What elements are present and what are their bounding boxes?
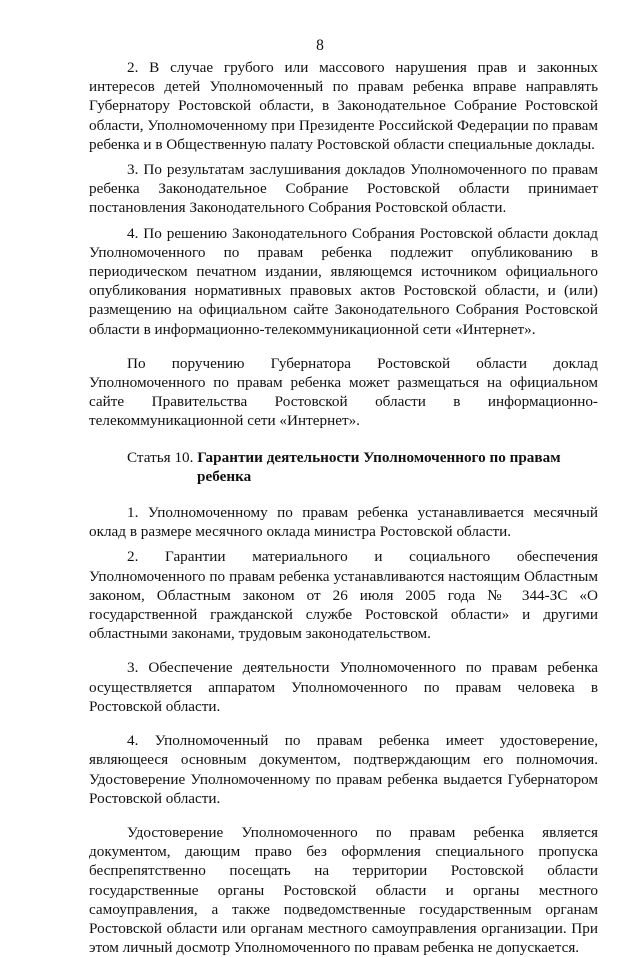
paragraph-10-3: 3. Обеспечение деятельности Уполномоченного по правам ребенка осуществляется аппаратом Уполномоченного по правам человека в Ростовской области. bbox=[89, 659, 598, 715]
paragraph-9-4-addendum: По поручению Губернатора Ростовской области доклад Уполномоченного по правам ребенка может размещаться на официальном сайте Правительства Ростовской области в информационно-телекоммуникационной сети «Интернет». bbox=[89, 354, 598, 430]
paragraph-9-3: 3. По результатам заслушивания докладов Уполномоченного по правам ребенка Законодательное Собрание Ростовской области принимает постановления Законодательного Собрания Ростовской области. bbox=[89, 161, 598, 217]
paragraph-9-4: 4. По решению Законодательного Собрания Ростовской области доклад Уполномоченного по правам ребенка подлежит опубликованию в периодическом печатном издании, являющемся источником официального опубликования нормативных правовых актов Ростовской области, и (или) размещению на официальном сайте Законодательного Собрания Ростовской области в информационно-телекоммуникационной сети «Интернет». bbox=[89, 224, 598, 338]
document-body bbox=[89, 58, 598, 957]
page-number: 8 bbox=[316, 37, 324, 54]
article-title-line-1: Гарантии деятельности Уполномоченного по правам bbox=[197, 448, 561, 466]
paragraph-10-2: 2. Гарантии материального и социального обеспечения Уполномоченного по правам ребенка устанавливаются настоящим Областным законом, Областным законом от 26 июля 2005 года № 344-ЗС «О государственной гражданской службе Ростовской области» и другими областными законами, трудовым законодательством. bbox=[89, 548, 598, 643]
paragraph-10-4: 4. Уполномоченный по правам ребенка имеет удостоверение, являющееся основным документом, подтверждающим его полномочия. Удостоверение Уполномоченному по правам ребенка выдается Губернатором Ростовской области. bbox=[89, 732, 598, 807]
paragraph-9-2: 2. В случае грубого или массового нарушения прав и законных интересов детей Уполномоченный по правам ребенка вправе направлять Губернатору Ростовской области, в Законодательное Собрание Ростовской области, Уполномоченному при Президенте Российской Федерации по правам ребенка и в Общественную палату Ростовской области специальные доклады. bbox=[89, 59, 598, 153]
paragraph-10-4-addendum: Удостоверение Уполномоченного по правам ребенка является документом, дающим право без оформления специального пропуска беспрепятственно посещать на территории Ростовской области государственные органы Ростовской области и органы местного самоуправления, а также подведомственные государственным органам Ростовской области или органам местного самоуправления организации. При этом личный досмотр Уполномоченного по правам ребенка не допускается. bbox=[89, 823, 598, 957]
article-heading bbox=[89, 448, 598, 486]
article-label: Статья 10. bbox=[127, 448, 194, 466]
article-title-line-2: ребенка bbox=[197, 467, 252, 485]
paragraph-10-1: 1. Уполномоченному по правам ребенка устанавливается месячный оклад в размере месячного оклада министра Ростовской области. bbox=[89, 504, 598, 541]
